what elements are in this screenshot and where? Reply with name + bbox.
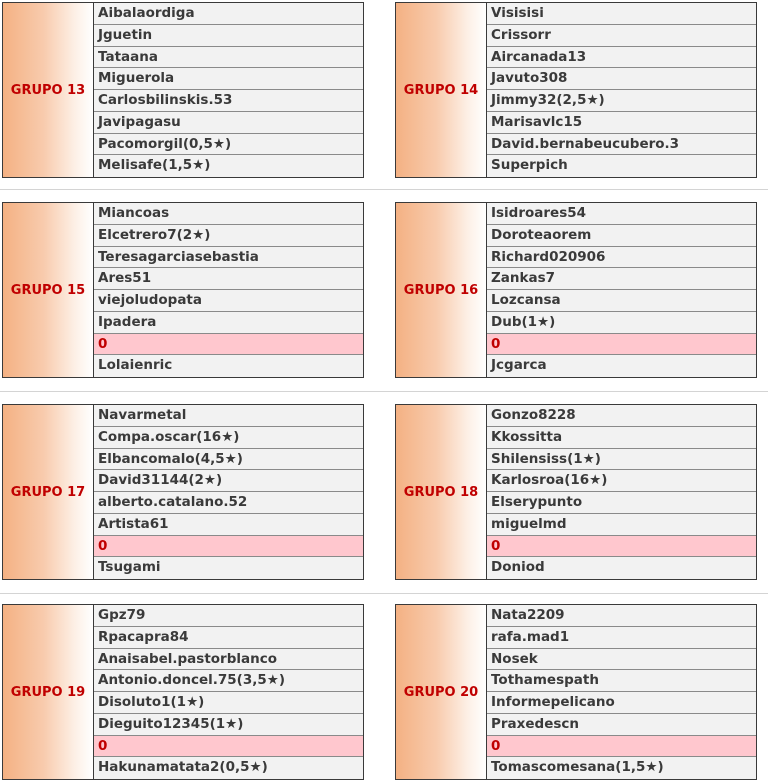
- member-list: [487, 203, 756, 377]
- group-block: [395, 404, 757, 580]
- empty-member-cell[interactable]: 0: [487, 536, 756, 558]
- member-cell[interactable]: Lozcansa: [487, 290, 756, 312]
- member-cell[interactable]: Javipagasu: [94, 112, 363, 134]
- member-cell[interactable]: Visisisi: [487, 3, 756, 25]
- member-cell[interactable]: Pacomorgil(0,5★): [94, 134, 363, 156]
- member-cell[interactable]: David31144(2★): [94, 470, 363, 492]
- member-cell[interactable]: Nosek: [487, 649, 756, 671]
- member-list: [94, 605, 363, 779]
- member-cell[interactable]: Gonzo8228: [487, 405, 756, 427]
- member-cell[interactable]: Miguerola: [94, 68, 363, 90]
- member-cell[interactable]: Teresagarciasebastia: [94, 247, 363, 269]
- member-cell[interactable]: Nata2209: [487, 605, 756, 627]
- member-cell[interactable]: Navarmetal: [94, 405, 363, 427]
- member-cell[interactable]: Marisavlc15: [487, 112, 756, 134]
- member-cell[interactable]: Anaisabel.pastorblanco: [94, 649, 363, 671]
- member-cell[interactable]: Richard020906: [487, 247, 756, 269]
- member-cell[interactable]: Kkossitta: [487, 427, 756, 449]
- member-cell[interactable]: Crissorr: [487, 25, 756, 47]
- group-label: GRUPO 15: [10, 282, 86, 298]
- member-cell[interactable]: Tataana: [94, 47, 363, 69]
- group-block: [2, 604, 364, 780]
- member-cell[interactable]: Superpich: [487, 155, 756, 177]
- row-divider: [0, 189, 768, 190]
- row-divider: [0, 391, 768, 392]
- member-cell[interactable]: Gpz79: [94, 605, 363, 627]
- group-label-cell[interactable]: [396, 405, 487, 579]
- member-cell[interactable]: viejoludopata: [94, 290, 363, 312]
- group-block: [395, 202, 757, 378]
- empty-member-cell[interactable]: 0: [94, 536, 363, 558]
- member-cell[interactable]: Zankas7: [487, 268, 756, 290]
- group-label: GRUPO 19: [10, 684, 86, 700]
- group-label-cell[interactable]: [3, 3, 94, 177]
- member-cell[interactable]: Karlosroa(16★): [487, 470, 756, 492]
- member-cell[interactable]: Carlosbilinskis.53: [94, 90, 363, 112]
- member-cell[interactable]: Melisafe(1,5★): [94, 155, 363, 177]
- group-label-cell[interactable]: [396, 203, 487, 377]
- group-label: GRUPO 16: [403, 282, 479, 298]
- member-cell[interactable]: Aibalaordiga: [94, 3, 363, 25]
- member-list: [94, 203, 363, 377]
- member-cell[interactable]: Doroteaorem: [487, 225, 756, 247]
- member-list: [94, 405, 363, 579]
- member-cell[interactable]: Elcetrero7(2★): [94, 225, 363, 247]
- group-label-cell[interactable]: [3, 605, 94, 779]
- member-cell[interactable]: Praxedescn: [487, 714, 756, 736]
- group-block: [2, 202, 364, 378]
- group-block: [2, 404, 364, 580]
- member-list: [487, 3, 756, 177]
- member-cell[interactable]: Ipadera: [94, 312, 363, 334]
- member-cell[interactable]: Disoluto1(1★): [94, 692, 363, 714]
- member-list: [94, 3, 363, 177]
- member-cell[interactable]: Elbancomalo(4,5★): [94, 449, 363, 471]
- group-label-cell[interactable]: [3, 203, 94, 377]
- member-cell[interactable]: Shilensiss(1★): [487, 449, 756, 471]
- group-label: GRUPO 17: [10, 484, 86, 500]
- member-cell[interactable]: Miancoas: [94, 203, 363, 225]
- group-label: GRUPO 18: [403, 484, 479, 500]
- empty-member-cell[interactable]: 0: [94, 736, 363, 758]
- member-cell[interactable]: Lolaienric: [94, 355, 363, 377]
- member-cell[interactable]: Isidroares54: [487, 203, 756, 225]
- member-cell[interactable]: Elserypunto: [487, 492, 756, 514]
- member-cell[interactable]: Hakunamatata2(0,5★): [94, 757, 363, 779]
- member-cell[interactable]: Artista61: [94, 514, 363, 536]
- empty-member-cell[interactable]: 0: [487, 736, 756, 758]
- member-list: [487, 605, 756, 779]
- member-cell[interactable]: Dieguito12345(1★): [94, 714, 363, 736]
- member-cell[interactable]: Informepelicano: [487, 692, 756, 714]
- group-block: [395, 2, 757, 178]
- member-cell[interactable]: Tothamespath: [487, 670, 756, 692]
- member-list: [487, 405, 756, 579]
- member-cell[interactable]: Antonio.doncel.75(3,5★): [94, 670, 363, 692]
- member-cell[interactable]: alberto.catalano.52: [94, 492, 363, 514]
- member-cell[interactable]: Dub(1★): [487, 312, 756, 334]
- member-cell[interactable]: Aircanada13: [487, 47, 756, 69]
- member-cell[interactable]: Javuto308: [487, 68, 756, 90]
- group-block: [395, 604, 757, 780]
- group-label-cell[interactable]: [396, 605, 487, 779]
- group-label-cell[interactable]: [396, 3, 487, 177]
- member-cell[interactable]: Compa.oscar(16★): [94, 427, 363, 449]
- empty-member-cell[interactable]: 0: [94, 334, 363, 356]
- member-cell[interactable]: Jimmy32(2,5★): [487, 90, 756, 112]
- group-block: [2, 2, 364, 178]
- group-label-cell[interactable]: [3, 405, 94, 579]
- member-cell[interactable]: Rpacapra84: [94, 627, 363, 649]
- member-cell[interactable]: Doniod: [487, 557, 756, 579]
- group-label: GRUPO 13: [10, 82, 86, 98]
- member-cell[interactable]: Jcgarca: [487, 355, 756, 377]
- member-cell[interactable]: Tomascomesana(1,5★): [487, 757, 756, 779]
- group-label: GRUPO 14: [403, 82, 479, 98]
- member-cell[interactable]: miguelmd: [487, 514, 756, 536]
- member-cell[interactable]: David.bernabeucubero.3: [487, 134, 756, 156]
- member-cell[interactable]: Jguetin: [94, 25, 363, 47]
- row-divider: [0, 593, 768, 594]
- empty-member-cell[interactable]: 0: [487, 334, 756, 356]
- member-cell[interactable]: Ares51: [94, 268, 363, 290]
- group-label: GRUPO 20: [403, 684, 479, 700]
- member-cell[interactable]: rafa.mad1: [487, 627, 756, 649]
- member-cell[interactable]: Tsugami: [94, 557, 363, 579]
